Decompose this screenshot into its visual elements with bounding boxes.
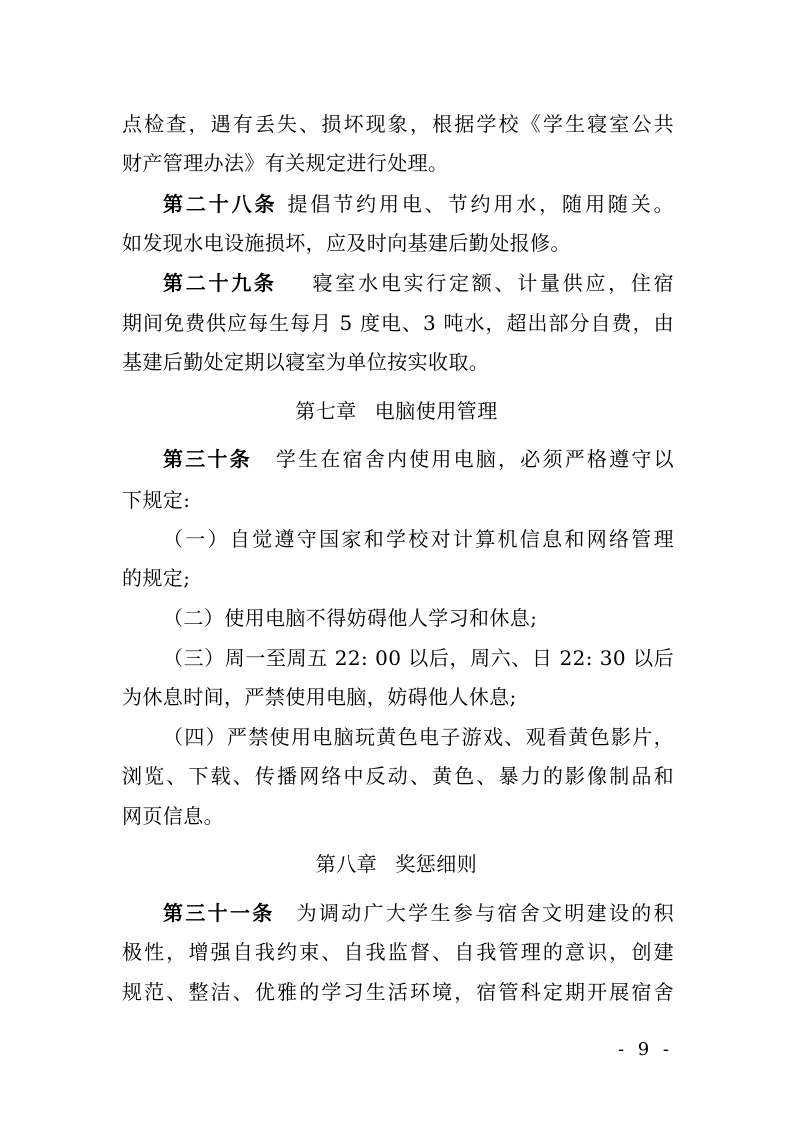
body-line: 极性，增强自我约束、自我监督、自我管理的意识，创建 <box>122 940 674 964</box>
body-line: 期间免费供应每生每月 5 度电、3 吨水，超出部分自费，由 <box>122 311 674 335</box>
body-line: 下规定: <box>122 488 191 512</box>
article-28-title: 第二十八条 <box>163 192 278 216</box>
item-4-line: （四）严禁使用电脑玩黄色电子游戏、观看黄色影片， <box>163 725 674 749</box>
body-line: 如发现水电设施损坏，应及时向基建后勤处报修。 <box>122 231 571 255</box>
article-31-text: 为调动广大学生参与宿舍文明建设的积 <box>296 901 674 925</box>
body-line: 规范、整洁、优雅的学习生活环境，宿管科定期开展宿舍 <box>122 980 674 1004</box>
item-2-line: （二）使用电脑不得妨碍他人学习和休息; <box>163 606 538 630</box>
body-line: 浏览、下载、传播网络中反动、黄色、暴力的影像制品和 <box>122 764 674 788</box>
chapter-8-heading <box>0 851 793 877</box>
article-29-text: 寝室水电实行定额、计量供应，住宿 <box>312 271 675 295</box>
article-30-title: 第三十条 <box>163 447 252 471</box>
item-1-line: （一）自觉遵守国家和学校对计算机信息和网络管理 <box>163 527 674 551</box>
body-line: 为休息时间，严禁使用电脑，妨碍他人休息; <box>122 685 517 709</box>
page-number: - 9 - <box>617 1039 673 1060</box>
chapter-7-title: 电脑使用管理 <box>374 399 498 423</box>
body-line: 网页信息。 <box>122 804 224 828</box>
article-29-line <box>163 270 674 296</box>
article-29-title: 第二十九条 <box>163 271 277 295</box>
chapter-7-number: 第七章 <box>295 399 357 423</box>
chapter-8-number: 第八章 <box>315 852 378 876</box>
item-3-line: （三）周一至周五 22: 00 以后，周六、日 22: 30 以后 <box>163 646 674 670</box>
article-30-text: 学生在宿舍内使用电脑，必须严格遵守以 <box>275 447 674 471</box>
body-line: 基建后勤处定期以寝室为单位按实收取。 <box>122 350 490 374</box>
article-31-line <box>163 900 674 926</box>
article-31-title: 第三十一条 <box>163 901 275 925</box>
body-line: 的规定; <box>122 566 191 590</box>
body-line: 财产管理办法》有关规定进行处理。 <box>122 151 449 175</box>
chapter-7-heading <box>0 398 793 424</box>
body-line: 点检查，遇有丢失、损坏现象，根据学校《学生寝室公共 <box>122 112 674 136</box>
article-30-line <box>163 446 674 472</box>
article-28-text: 提倡节约用电、节约用水，随用随关。 <box>287 192 674 216</box>
article-28-line <box>163 191 674 217</box>
chapter-8-title: 奖惩细则 <box>395 852 478 876</box>
